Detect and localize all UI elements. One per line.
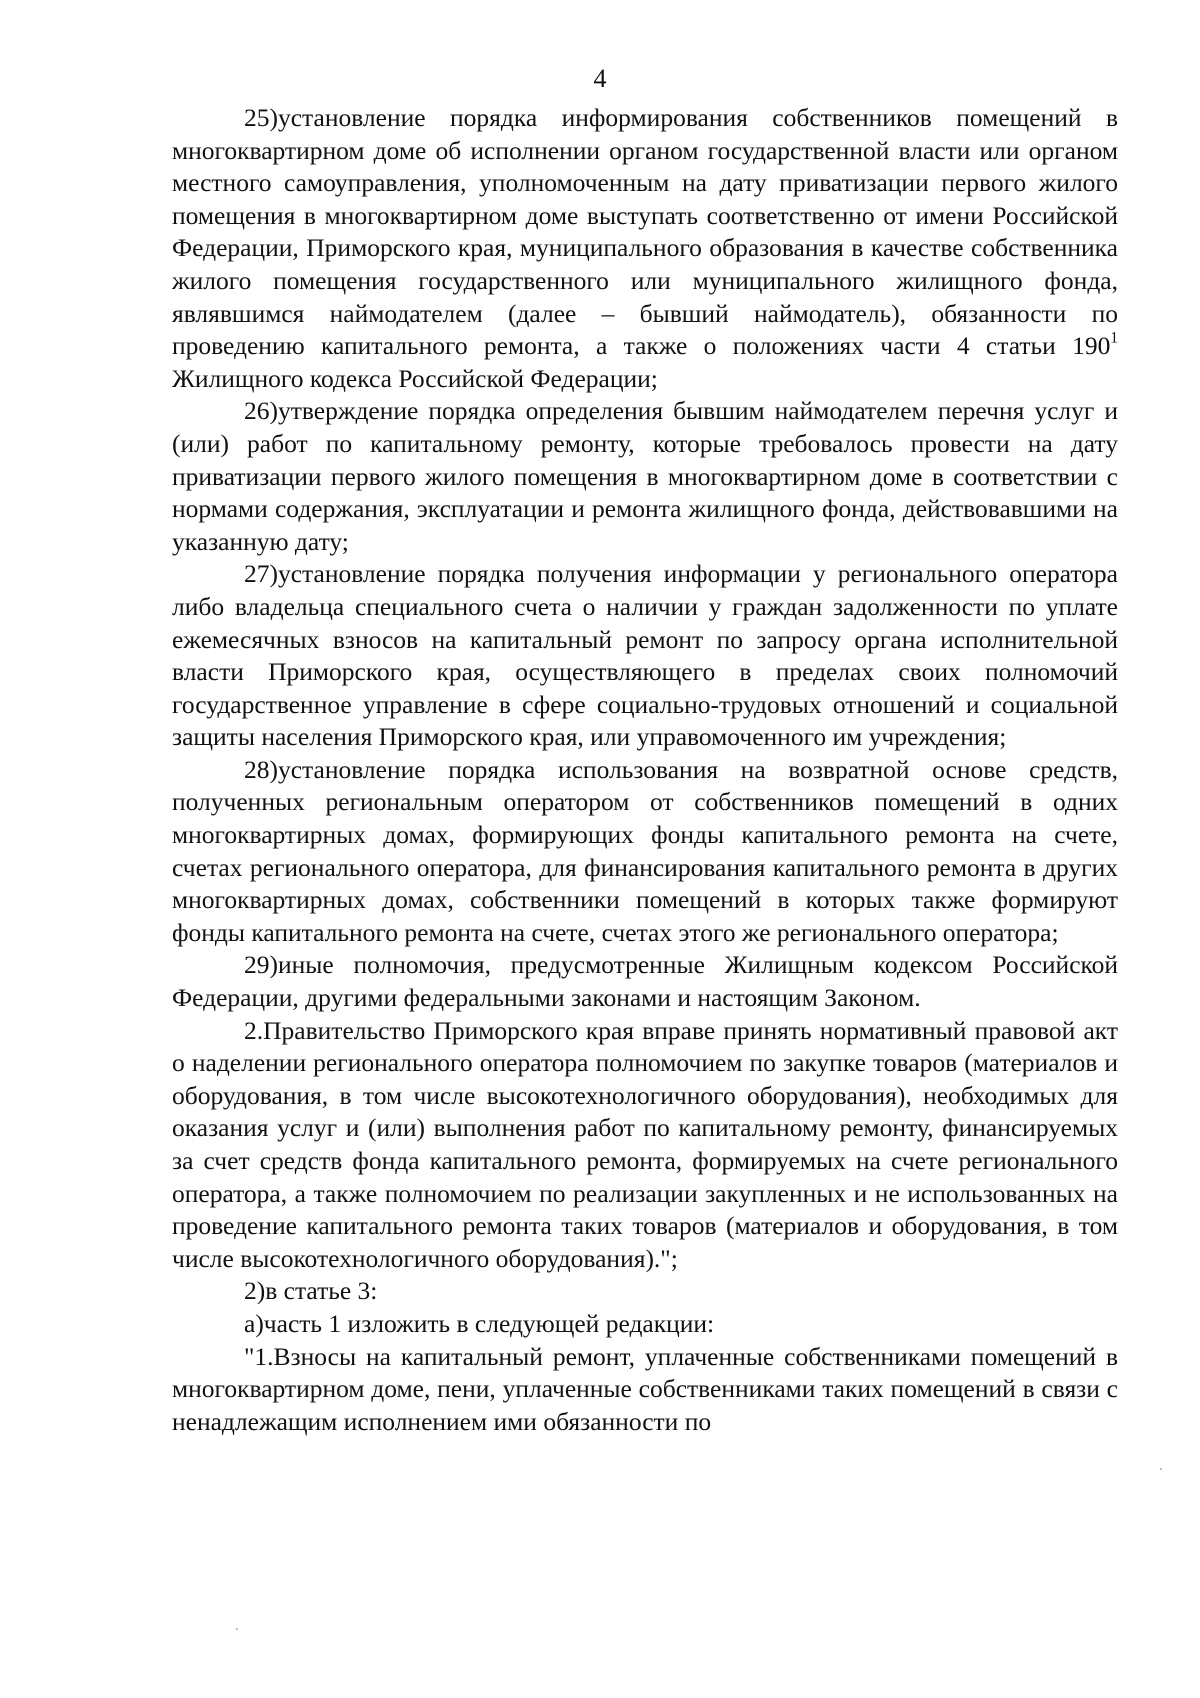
paragraph-item-27: 27)установление порядка получения информации у регионального оператора либо владельца специального счета о наличии у граждан задолженности по уплате ежемесячных взносов на капитальный ремонт по запросу органа исполнительной власти Приморского края, осуществляющего в пределах своих полномочий государственное управление в сфере социально-трудовых отношений и социальной защиты населения Приморского края, или управомоченного им учреждения; xyxy=(172,559,1118,752)
paragraph-text: 25)установление порядка информирования собственников помещений в многоквартирном доме об исполнении органом государственной власти или органом местного самоуправления, уполномоченным на дату приватизации первого жилого помещения в многоквартирном доме выступать соответственно от имени Российской Федерации, Приморского края, муниципального образования в качестве собственника жилого помещения государственного или муниципального жилищного фонда, являвшимся наймодателем (далее – бывший наймодатель), обязанности по проведению капитального ремонта, а также о положениях части 4 статьи 190 xyxy=(172,103,1118,361)
document-body xyxy=(172,102,1118,1438)
scan-speck xyxy=(236,1628,238,1630)
superscript-index: 1 xyxy=(1110,329,1118,347)
paragraph-text-tail: Жилищного кодекса Российской Федерации; xyxy=(172,363,658,393)
paragraph-article-3: 2)в статье 3: xyxy=(244,1276,378,1306)
page-number: 4 xyxy=(593,64,607,93)
paragraph-subitem-a: а)часть 1 изложить в следующей редакции: xyxy=(244,1308,715,1338)
paragraph-part-2: 2.Правительство Приморского края вправе принять нормативный правовой акт о наделении регионального оператора полномочием по закупке товаров (материалов и оборудования, в том числе высокотехнологичного оборудования), необходимых для оказания услуг и (или) выполнения работ по капитальному ремонту, финансируемых за счет средств фонда капитального ремонта, формируемых на счете регионального оператора, а также полномочием по реализации закупленных и не использованных на проведение капитального ремонта таких товаров (материалов и оборудования, в том числе высокотехнологичного оборудования)."; xyxy=(172,1015,1118,1273)
paragraph-item-25 xyxy=(172,102,1118,395)
paragraph-new-part-1: "1.Взносы на капитальный ремонт, уплаченные собственниками помещений в многоквартирном доме, пени, уплаченные собственниками таких помещений в связи с ненадлежащим исполнением ими обязанности по xyxy=(172,1341,1118,1436)
paragraph-item-26: 26)утверждение порядка определения бывшим наймодателем перечня услуг и (или) работ по капитальному ремонту, которые требовалось провести на дату приватизации первого жилого помещения в многоквартирном доме в соответствии с нормами содержания, эксплуатации и ремонта жилищного фонда, действовавшими на указанную дату; xyxy=(172,396,1118,556)
scan-speck xyxy=(1160,1468,1162,1470)
paragraph-item-28: 28)установление порядка использования на возвратной основе средств, полученных региональным оператором от собственников помещений в одних многоквартирных домах, формирующих фонды капитального ремонта на счете, счетах регионального оператора, для финансирования капитального ремонта в других многоквартирных домах, собственники помещений в которых также формируют фонды капитального ремонта на счете, счетах этого же регионального оператора; xyxy=(172,754,1118,947)
paragraph-item-29: 29)иные полномочия, предусмотренные Жилищным кодексом Российской Федерации, другими федеральными законами и настоящим Законом. xyxy=(172,950,1118,1013)
